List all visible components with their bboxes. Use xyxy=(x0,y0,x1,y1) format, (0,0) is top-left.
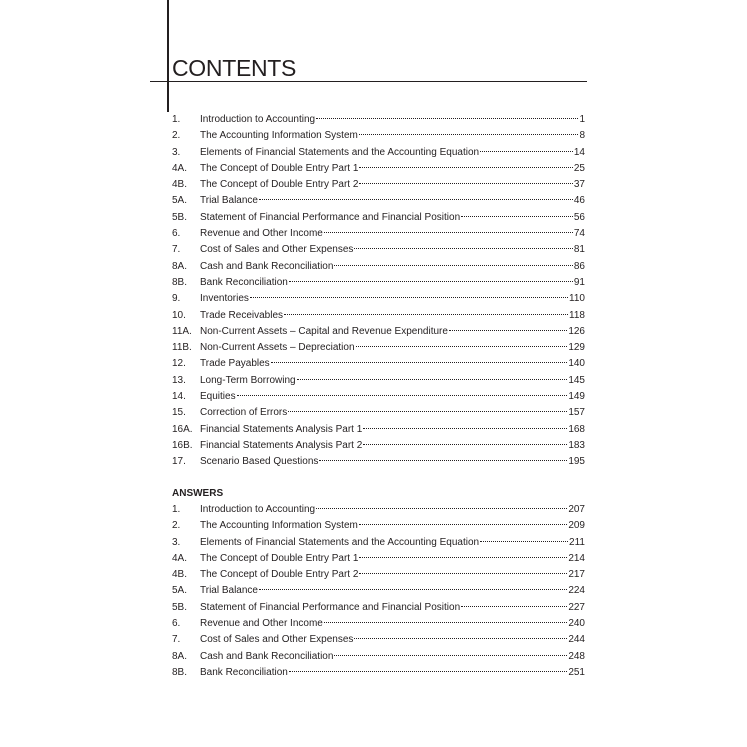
entry-page-number: 149 xyxy=(568,391,585,403)
dot-leader xyxy=(363,444,567,445)
entry-title: Statement of Financial Performance and Financial Position xyxy=(200,211,461,223)
entry-number: 15. xyxy=(172,407,186,419)
toc-entry xyxy=(172,128,585,144)
entry-page-number: 168 xyxy=(568,423,585,435)
toc-entry xyxy=(172,177,585,193)
dot-leader xyxy=(259,199,573,200)
entry-title: Bank Reconciliation xyxy=(200,276,288,288)
entry-page-number: 86 xyxy=(573,260,585,272)
entry-page-number: 195 xyxy=(568,456,585,468)
entry-number: 6. xyxy=(172,618,181,630)
toc-entry xyxy=(172,600,585,616)
dot-leader xyxy=(359,524,567,525)
entry-number: 3. xyxy=(172,536,181,548)
entry-page-number: 14 xyxy=(573,146,585,158)
toc-entry xyxy=(172,518,585,534)
entry-title: Revenue and Other Income xyxy=(200,618,323,630)
entry-page-number: 91 xyxy=(573,276,585,288)
entry-title: Scenario Based Questions xyxy=(200,456,319,468)
entry-title: Financial Statements Analysis Part 2 xyxy=(200,439,363,451)
toc-entry xyxy=(172,242,585,258)
toc-entry xyxy=(172,535,585,551)
toc-entry xyxy=(172,226,585,242)
toc-entry xyxy=(172,389,585,405)
entry-number: 4B. xyxy=(172,179,188,191)
entry-number: 2. xyxy=(172,520,181,532)
entry-number: 7. xyxy=(172,244,181,256)
vertical-rule xyxy=(167,0,169,112)
entry-page-number: 74 xyxy=(573,228,585,240)
entry-number: 5B. xyxy=(172,601,188,613)
entry-title: The Accounting Information System xyxy=(200,130,358,142)
entry-title: The Concept of Double Entry Part 1 xyxy=(200,552,359,564)
entry-page-number: 25 xyxy=(573,162,585,174)
dot-leader xyxy=(259,589,567,590)
entry-page-number: 1 xyxy=(579,114,585,125)
entry-page-number: 118 xyxy=(569,309,585,321)
dot-leader xyxy=(480,541,568,542)
entry-page-number: 126 xyxy=(568,325,585,337)
toc-entry xyxy=(172,422,585,438)
entry-title: Elements of Financial Statements and the Accounting Equation xyxy=(200,536,480,548)
entry-title: Inventories xyxy=(200,293,249,305)
entry-number: 4A. xyxy=(172,552,188,564)
answers-heading: ANSWERS xyxy=(172,488,224,499)
toc-entry xyxy=(172,275,585,291)
entry-title: The Concept of Double Entry Part 2 xyxy=(200,569,359,581)
entry-number: 16A. xyxy=(172,423,193,435)
toc-entry xyxy=(172,502,585,518)
toc-entry xyxy=(172,649,585,665)
dot-leader xyxy=(288,411,567,412)
entry-number: 10. xyxy=(172,309,186,321)
toc-entry xyxy=(172,112,585,128)
entry-number: 2. xyxy=(172,130,181,142)
dot-leader xyxy=(324,622,567,623)
dot-leader xyxy=(354,638,567,639)
entry-page-number: 8 xyxy=(579,130,585,142)
entry-page-number: 56 xyxy=(573,211,585,223)
toc-entry xyxy=(172,616,585,632)
entry-title: Cash and Bank Reconciliation xyxy=(200,650,334,662)
entry-title: Trial Balance xyxy=(200,195,258,207)
dot-leader xyxy=(359,167,572,168)
toc-entry xyxy=(172,373,585,389)
dot-leader xyxy=(316,508,567,509)
toc-entry xyxy=(172,567,585,583)
entry-number: 9. xyxy=(172,293,181,305)
toc-entry xyxy=(172,193,585,209)
entry-title: Statement of Financial Performance and Financial Position xyxy=(200,601,461,613)
entry-page-number: 157 xyxy=(568,407,585,419)
dot-leader xyxy=(284,314,568,315)
dot-leader xyxy=(356,346,568,347)
toc-entry xyxy=(172,405,585,421)
entry-page-number: 227 xyxy=(568,601,585,613)
dot-leader xyxy=(359,557,567,558)
entry-page-number: 37 xyxy=(573,179,585,191)
entry-number: 4A. xyxy=(172,162,188,174)
entry-title: Non-Current Assets – Capital and Revenue Expenditure xyxy=(200,325,448,337)
entry-number: 8B. xyxy=(172,666,188,678)
toc-entry xyxy=(172,291,585,307)
entry-number: 8A. xyxy=(172,650,188,662)
dot-leader xyxy=(461,216,573,217)
entry-page-number: 140 xyxy=(568,358,585,370)
entry-page-number: 214 xyxy=(568,552,585,564)
entry-title: The Concept of Double Entry Part 1 xyxy=(200,162,359,174)
entry-title: The Accounting Information System xyxy=(200,520,358,532)
entry-title: Cost of Sales and Other Expenses xyxy=(200,634,354,646)
entry-page-number: 129 xyxy=(568,342,585,354)
toc-entry xyxy=(172,632,585,648)
entry-title: Correction of Errors xyxy=(200,407,288,419)
entry-page-number: 110 xyxy=(569,293,585,305)
dot-leader xyxy=(237,395,568,396)
toc-entry xyxy=(172,324,585,340)
dot-leader xyxy=(324,232,573,233)
entry-number: 13. xyxy=(172,374,186,386)
toc-entry xyxy=(172,438,585,454)
entry-title: Non-Current Assets – Depreciation xyxy=(200,342,355,354)
entry-title: Trade Receivables xyxy=(200,309,284,321)
entry-title: Elements of Financial Statements and the Accounting Equation xyxy=(200,146,480,158)
entry-number: 3. xyxy=(172,146,181,158)
contents-list xyxy=(172,112,585,471)
entry-title: Trial Balance xyxy=(200,585,258,597)
entry-number: 16B. xyxy=(172,439,193,451)
entry-title: Bank Reconciliation xyxy=(200,666,288,678)
entry-number: 8A. xyxy=(172,260,188,272)
dot-leader xyxy=(334,655,567,656)
entry-title: Introduction to Accounting xyxy=(200,504,316,515)
entry-number: 8B. xyxy=(172,276,188,288)
dot-leader xyxy=(359,183,572,184)
dot-leader xyxy=(319,460,567,461)
entry-number: 1. xyxy=(172,504,181,515)
entry-number: 12. xyxy=(172,358,186,370)
dot-leader xyxy=(316,118,578,119)
entry-page-number: 81 xyxy=(573,244,585,256)
entry-page-number: 183 xyxy=(568,439,585,451)
page-title: CONTENTS xyxy=(172,55,297,81)
toc-entry xyxy=(172,356,585,372)
entry-title: Trade Payables xyxy=(200,358,270,370)
entry-number: 4B. xyxy=(172,569,188,581)
entry-page-number: 251 xyxy=(568,666,585,678)
dot-leader xyxy=(363,428,567,429)
toc-entry xyxy=(172,583,585,599)
toc-entry xyxy=(172,210,585,226)
dot-leader xyxy=(359,134,579,135)
entry-number: 5A. xyxy=(172,585,188,597)
dot-leader xyxy=(297,379,568,380)
toc-entry xyxy=(172,161,585,177)
entry-page-number: 217 xyxy=(568,569,585,581)
entry-number: 1. xyxy=(172,114,181,125)
entry-page-number: 207 xyxy=(568,504,585,515)
entry-page-number: 244 xyxy=(568,634,585,646)
toc-entry xyxy=(172,145,585,161)
entry-title: Financial Statements Analysis Part 1 xyxy=(200,423,363,435)
entry-number: 11A. xyxy=(172,325,192,337)
dot-leader xyxy=(354,248,572,249)
toc-entry xyxy=(172,454,585,470)
dot-leader xyxy=(271,362,568,363)
entry-number: 14. xyxy=(172,391,186,403)
entry-number: 17. xyxy=(172,456,186,468)
entry-page-number: 46 xyxy=(573,195,585,207)
answers-list xyxy=(172,502,585,681)
toc-entry xyxy=(172,259,585,275)
entry-title: Introduction to Accounting xyxy=(200,114,316,125)
entry-page-number: 240 xyxy=(568,618,585,630)
entry-number: 11B. xyxy=(172,342,192,354)
entry-number: 6. xyxy=(172,228,181,240)
dot-leader xyxy=(449,330,567,331)
toc-entry xyxy=(172,308,585,324)
dot-leader xyxy=(334,265,572,266)
entry-number: 7. xyxy=(172,634,181,646)
dot-leader xyxy=(461,606,567,607)
entry-page-number: 224 xyxy=(568,585,585,597)
toc-entry xyxy=(172,551,585,567)
toc-entry xyxy=(172,340,585,356)
dot-leader xyxy=(289,671,567,672)
entry-page-number: 211 xyxy=(569,536,585,548)
entry-title: Long-Term Borrowing xyxy=(200,374,296,386)
toc-entry xyxy=(172,665,585,681)
dot-leader xyxy=(250,297,568,298)
dot-leader xyxy=(359,573,567,574)
entry-title: Cost of Sales and Other Expenses xyxy=(200,244,354,256)
entry-page-number: 248 xyxy=(568,650,585,662)
entry-number: 5A. xyxy=(172,195,188,207)
entry-title: Revenue and Other Income xyxy=(200,228,323,240)
entry-title: Cash and Bank Reconciliation xyxy=(200,260,334,272)
entry-number: 5B. xyxy=(172,211,188,223)
entry-title: The Concept of Double Entry Part 2 xyxy=(200,179,359,191)
entry-page-number: 209 xyxy=(568,520,585,532)
entry-page-number: 145 xyxy=(568,374,585,386)
entry-title: Equities xyxy=(200,391,236,403)
dot-leader xyxy=(289,281,573,282)
dot-leader xyxy=(480,151,573,152)
